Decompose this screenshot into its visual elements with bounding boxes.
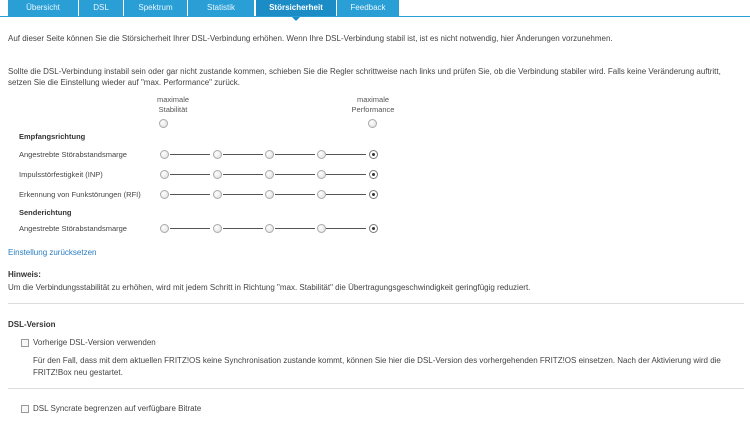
tab-underline	[0, 16, 750, 17]
tab-uebersicht[interactable]: Übersicht	[8, 0, 78, 17]
hint-title: Hinweis:	[8, 270, 41, 279]
slider-rfi-step-3[interactable]	[317, 190, 326, 199]
tab-dsl[interactable]: DSL	[79, 0, 123, 17]
instructions-line2: setzen Sie die Einstellung wieder auf "max. Performance" zurück.	[8, 78, 241, 87]
scale-left-radio[interactable]	[159, 119, 168, 128]
previous-dsl-version-checkbox[interactable]	[21, 339, 29, 347]
hint-text: Um die Verbindungsstabilität zu erhöhen, wird mit jedem Schritt in Richtung "max. Stabilität" die Übertragungsgeschwindigkeit geringfügig reduziert.	[8, 283, 531, 292]
dsl-version-desc-line2: FRITZ!Box neu gestartet.	[33, 368, 123, 377]
slider-label-inp: Impulsstörfestigkeit (INP)	[19, 170, 103, 179]
slider-snr-up-step-0[interactable]	[160, 224, 169, 233]
section-empfangsrichtung: Empfangsrichtung	[19, 132, 86, 141]
slider-rfi-step-4[interactable]	[369, 190, 378, 199]
slider-snr-down-step-2[interactable]	[265, 150, 274, 159]
slider-snr-up-step-3[interactable]	[317, 224, 326, 233]
slider-snr-up-step-2[interactable]	[265, 224, 274, 233]
scale-right-line2: Performance	[351, 105, 395, 114]
intro-text: Auf dieser Seite können Sie die Störsicherheit Ihrer DSL-Verbindung erhöhen. Wenn Ihre DSL-Verbindung stabil ist, ist es nicht notwendig, hier Änderungen vorzunehmen.	[8, 34, 613, 43]
scale-right-header	[338, 95, 408, 115]
slider-label-snr-down: Angestrebte Störabstandsmarge	[19, 150, 127, 159]
limit-syncrate-label[interactable]: DSL Syncrate begrenzen auf verfügbare Bitrate	[33, 404, 202, 413]
tab-bar	[0, 0, 750, 17]
slider-snr-down-step-1[interactable]	[213, 150, 222, 159]
slider-snr-down-step-3[interactable]	[317, 150, 326, 159]
scale-left-line2: Stabilität	[158, 105, 188, 114]
slider-rfi[interactable]	[160, 190, 380, 200]
scale-left-header	[148, 95, 198, 115]
tab-feedback[interactable]: Feedback	[337, 0, 399, 17]
scale-left-line1: maximale	[156, 95, 190, 104]
slider-inp-step-2[interactable]	[265, 170, 274, 179]
scale-right-line1: maximale	[356, 95, 390, 104]
slider-inp-step-0[interactable]	[160, 170, 169, 179]
limit-syncrate-checkbox[interactable]	[21, 405, 29, 413]
slider-snr-down-step-0[interactable]	[160, 150, 169, 159]
tab-spektrum[interactable]: Spektrum	[124, 0, 187, 17]
instructions-line1: Sollte die DSL-Verbindung instabil sein oder gar nicht zustande kommen, schieben Sie die Regler schrittweise nach links und prüfen Sie, ob die Verbindung stabiler wird. Falls keine Veränderung auftritt,	[8, 67, 721, 76]
slider-inp-step-4[interactable]	[369, 170, 378, 179]
slider-snr-up-step-1[interactable]	[213, 224, 222, 233]
slider-snr-down[interactable]	[160, 150, 380, 160]
divider-1	[8, 303, 744, 304]
scale-right-radio[interactable]	[368, 119, 377, 128]
slider-label-rfi: Erkennung von Funkstörungen (RFI)	[19, 190, 141, 199]
slider-rfi-step-2[interactable]	[265, 190, 274, 199]
slider-inp-step-1[interactable]	[213, 170, 222, 179]
divider-2	[8, 388, 744, 389]
slider-snr-up-step-4[interactable]	[369, 224, 378, 233]
previous-dsl-version-label[interactable]: Vorherige DSL-Version verwenden	[33, 338, 156, 347]
slider-rfi-step-1[interactable]	[213, 190, 222, 199]
slider-snr-down-step-4[interactable]	[369, 150, 378, 159]
slider-snr-up[interactable]	[160, 224, 380, 234]
section-senderichtung: Senderichtung	[19, 208, 72, 217]
slider-inp-step-3[interactable]	[317, 170, 326, 179]
dsl-version-desc-line1: Für den Fall, dass mit dem aktuellen FRITZ!OS keine Synchronisation zustande kommt, können Sie hier die DSL-Version des vorhergehenden FRITZ!OS einsetzen. Nach der Aktivierung wird die	[33, 356, 721, 365]
slider-rfi-step-0[interactable]	[160, 190, 169, 199]
dsl-version-title: DSL-Version	[8, 320, 56, 329]
slider-label-snr-up: Angestrebte Störabstandsmarge	[19, 224, 127, 233]
tab-statistik[interactable]: Statistik	[188, 0, 254, 17]
reset-settings-link[interactable]: Einstellung zurücksetzen	[8, 248, 97, 257]
slider-inp[interactable]	[160, 170, 380, 180]
tab-stoersicherheit[interactable]: Störsicherheit	[256, 0, 336, 17]
